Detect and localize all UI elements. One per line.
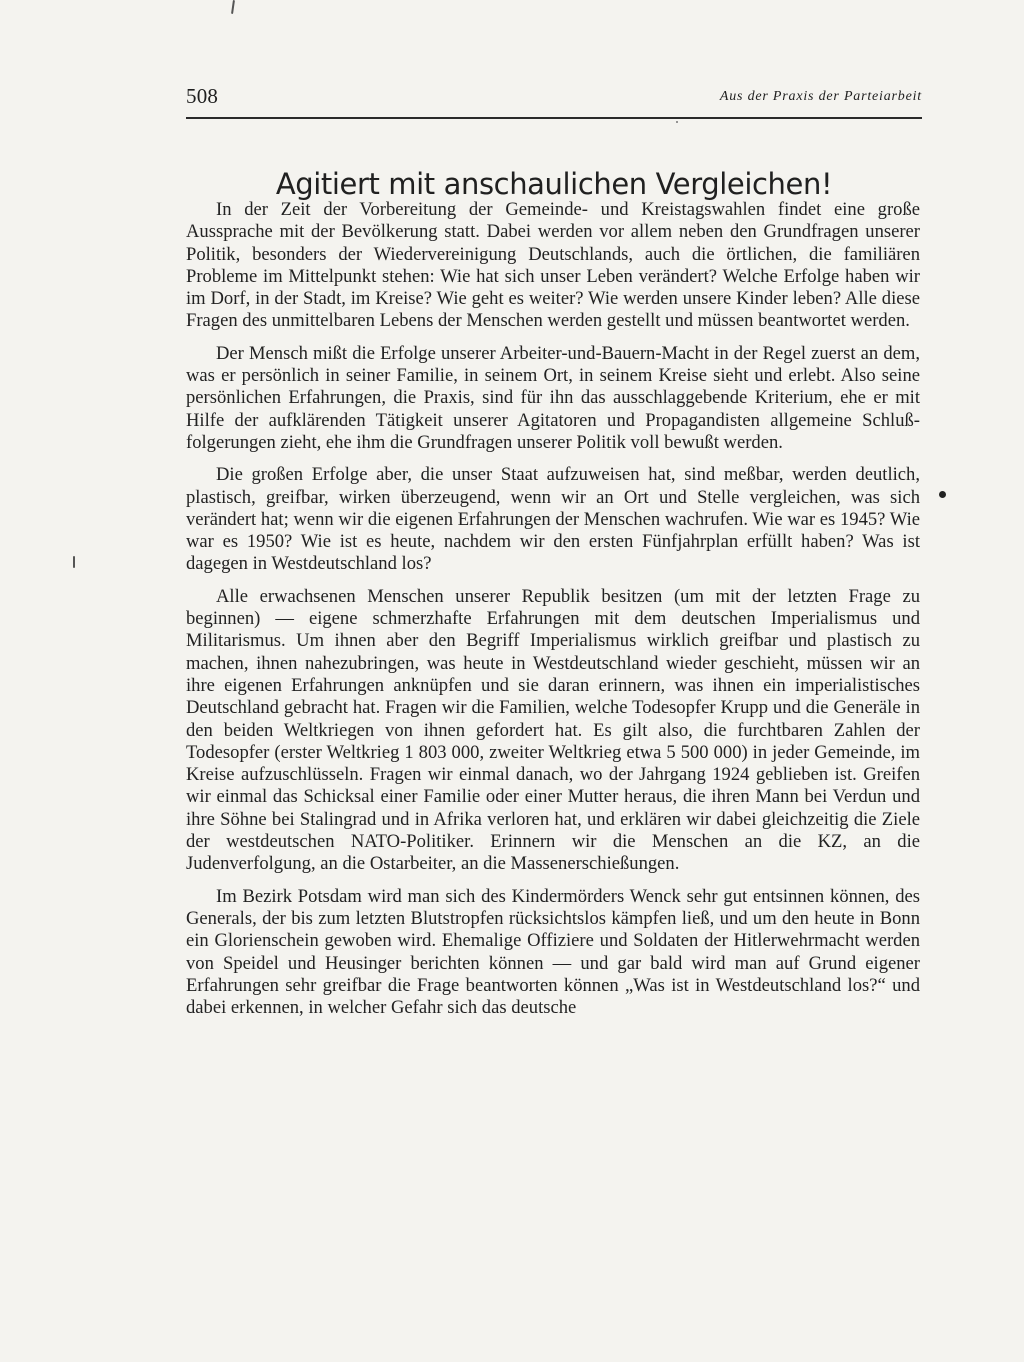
- running-head: Aus der Praxis der Parteiarbeit: [719, 89, 922, 104]
- header-rule: [186, 117, 922, 119]
- scan-artifact-top-stroke: [231, 0, 235, 14]
- page-number: 508: [186, 84, 219, 108]
- article-title: Agitiert mit anschaulichen Vergleichen!: [275, 167, 833, 202]
- scan-artifact-left-stroke: [73, 556, 75, 568]
- article-body: [186, 199, 920, 1019]
- page-header: [186, 84, 922, 116]
- paragraph-5: Im Bezirk Potsdam wird man sich des Kindermörders Wenck sehr gut entsinnen können, des Generals, der bis zum letzten Blutstropfen rücksichtslos kämpfen ließ, und um den heute in Bonn ein Glorienschein gewoben wird. Ehemalige Offiziere und Soldaten der Hitlerwehrmacht werden von Speidel und Heusinger berichten können — und gar bald wird man auf Grund eigener Erfahrungen sehr greifbar die Frage beantworten können „Was ist in Westdeutschland los?“ und dabei erkennen, in welcher Gefahr sich das deutsche: [186, 885, 920, 1019]
- paragraph-1: In der Zeit der Vorbereitung der Gemeinde- und Kreistagswahlen findet eine große Aussprache mit der Bevölkerung statt. Dabei werden vor allem neben den Grundfragen unserer Politik, besonders der Wiedervereinigung Deutschlands, auch die örtlichen, die familiären Probleme im Mittelpunkt stehen: Wie hat sich unser Leben verändert? Welche Erfolge haben wir im Dorf, in der Stadt, im Kreise? Wie geht es weiter? Wie werden unsere Kinder leben? Alle diese Fragen des unmittelbaren Lebens der Menschen werden gestellt und müssen beantwortet werden.: [186, 199, 920, 332]
- paragraph-3: Die großen Erfolge aber, die unser Staat aufzuweisen hat, sind meßbar, werden deutlich, plastisch, greifbar, wirken überzeugend, wenn wir an Ort und Stelle vergleichen, was sich verändert hat; wenn wir die eigenen Erfahrungen der Menschen wachrufen. Wie war es 1945? Wie war es 1950? Wie ist es heute, nachdem wir den ersten Fünfjahrplan erfüllt haben? Was ist dagegen in Westdeutschland los?: [186, 464, 920, 575]
- scan-artifact-dot: [939, 491, 946, 498]
- paragraph-2: Der Mensch mißt die Erfolge unserer Arbeiter-und-Bauern-Macht in der Regel zuerst an dem, was er persönlich in seiner Familie, in seinem Ort, in seinem Kreise sieht und erlebt. Also seine persönlichen Erfahrungen, die Praxis, sind für ihn das ausschlaggebende Kriterium, ehe er mit Hilfe der aufklärenden Tätigkeit unserer Agitatoren und Propagandisten allgemeine Schlußfolgerungen zieht, ehe ihm die Grundfragen unserer Politik voll bewußt werden.: [186, 342, 920, 453]
- paragraph-4: Alle erwachsenen Menschen unserer Republik besitzen (um mit der letzten Frage zu beginnen) — eigene schmerzhafte Erfahrungen mit dem deutschen Imperialismus und Militarismus. Um ihnen aber den Begriff Imperialismus wirklich greifbar und plastisch zu machen, ihnen nahezubringen, was heute in Westdeutschland wieder geschieht, müssen wir an ihre eigenen Erfahrungen anknüpfen und sie daran erinnern, was ihnen ein imperialistisches Deutschland gebracht hat. Fragen wir die Familien, welche Todesopfer Krupp und die Generäle in den beiden Weltkriegen von ihnen gefordert hat. Es gilt also, die furchtbaren Zahlen der Todesopfer (erster Weltkrieg 1 803 000, zweiter Weltkrieg etwa 5 500 000) in jeder Gemeinde, im Kreise aufzuschlüsseln. Fragen wir einmal danach, wo der Jahrgang 1924 geblieben ist. Greifen wir einmal das Schicksal einer Familie oder einer Mutter heraus, die ihren Mann bei Verdun und ihre Söhne bei Stalingrad und in Afrika verloren hat, und erklären wir dabei gleichzeitig die Ziele der westdeutschen NATO-Politiker. Erinnern wir die Menschen an die KZ, an die Judenverfolgung, an die Ostarbeiter, an die Massenerschießungen.: [186, 585, 920, 875]
- scan-artifact-speck: [676, 121, 678, 123]
